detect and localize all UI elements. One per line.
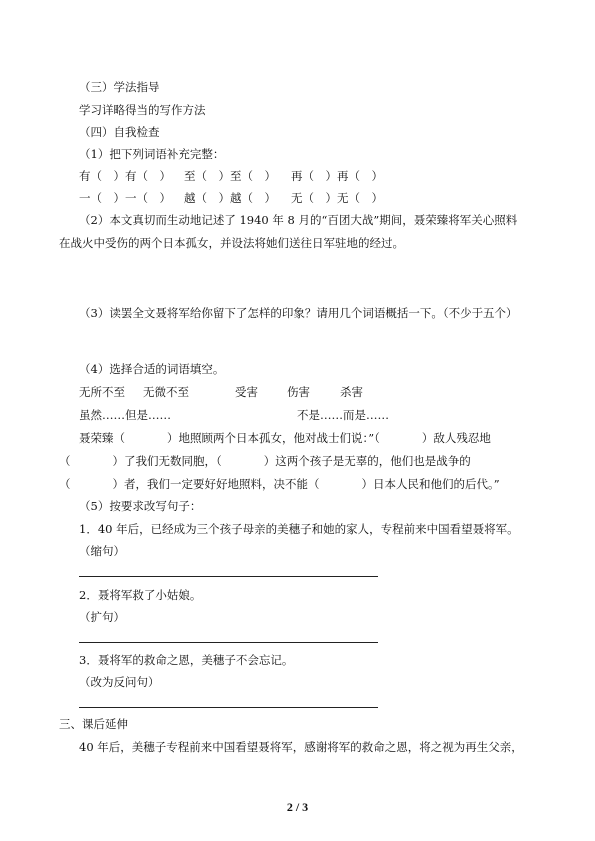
word-option: 无微不至 (143, 385, 189, 399)
sentence-text: （ (59, 477, 71, 491)
q1-title: （1）把下列词语补充完整： (79, 147, 225, 161)
q1-row1-item: 再（ ）再（ ） (291, 169, 383, 183)
section3-content: 学习详略得当的写作方法 (79, 103, 206, 117)
q4-sentence-3 (59, 476, 500, 492)
sentence-text: ）敌人残忍地 (421, 431, 491, 445)
q5-item-2-note: （扩句） (79, 610, 125, 624)
q1-row2-item: 一（ ）一（ ） (79, 191, 171, 205)
q2-line1: （2）本文真切而生动地记述了 1940 年 8 月的“百团大战”期间，聂荣臻将军关心照料 (79, 213, 518, 227)
q3-text: （3）读罢全文聂将军给你留下了怎样的印象？请用几个词语概括一下。（不少于五个） (79, 306, 518, 320)
q5-item-3-note: （改为反问句） (79, 675, 160, 689)
q2-line2: 在战火中受伤的两个日本孤女，并设法将她们送往日军驻地的经过。 (59, 236, 404, 250)
word-option: 受害 (235, 385, 258, 399)
q4-sentence-2 (59, 453, 471, 469)
q1-row1-item: 至（ ）至（ ） (184, 169, 276, 183)
answer-line (79, 576, 378, 577)
conjunction-option: 不是……而是…… (297, 408, 389, 422)
q1-row1-item: 有（ ）有（ ） (79, 169, 171, 183)
q5-item-3: 3．聂将军的救命之恩，美穗子不会忘记。 (79, 653, 294, 667)
q4-title: （4）选择合适的词语填空。 (79, 362, 225, 376)
q5-item-1: 1．40 年后，已经成为三个孩子母亲的美穗子和她的家人，专程前来中国看望聂将军。 (79, 522, 519, 536)
word-option: 无所不至 (79, 385, 125, 399)
q1-row2 (79, 190, 383, 206)
q1-row2-item: 无（ ）无（ ） (291, 191, 383, 205)
q1-row2-item: 越（ ）越（ ） (184, 191, 276, 205)
sentence-text: 聂荣臻（ (79, 431, 125, 445)
sentence-text: ）者，我们一定要好好地照料，决不能（ (112, 477, 320, 491)
q1-row1 (79, 168, 383, 184)
part3-text: 40 年后，美穗子专程前来中国看望聂将军，感谢将军的救命之恩，将之视为再生父亲， (79, 740, 523, 754)
answer-line (79, 642, 378, 643)
q5-item-2: 2．聂将军救了小姑娘。 (79, 588, 202, 602)
sentence-text: ）了我们无数同胞，（ (112, 454, 222, 468)
conjunction-option: 虽然……但是…… (79, 408, 171, 422)
q4-conjunctions (79, 407, 389, 423)
word-option: 杀害 (340, 385, 363, 399)
q5-item-1-note: （缩句） (79, 544, 125, 558)
sentence-text: ）日本人民和他们的后代。” (361, 477, 500, 491)
word-option: 伤害 (287, 385, 310, 399)
q4-word-bank (79, 384, 363, 400)
sentence-text: （ (59, 454, 71, 468)
sentence-text: ）地照顾两个日本孤女，他对战士们说：”（ (167, 431, 380, 445)
section4-heading: （四）自我检查 (79, 125, 160, 139)
page-number: 2 / 3 (286, 800, 309, 814)
part3-heading: 三、课后延伸 (59, 717, 128, 731)
q5-title: （5）按要求改写句子： (79, 499, 202, 513)
sentence-text: ）这两个孩子是无辜的，他们也是战争的 (263, 454, 471, 468)
answer-line (79, 707, 378, 708)
q4-sentence-1 (79, 430, 491, 446)
section3-heading: （三）学法指导 (79, 80, 160, 94)
